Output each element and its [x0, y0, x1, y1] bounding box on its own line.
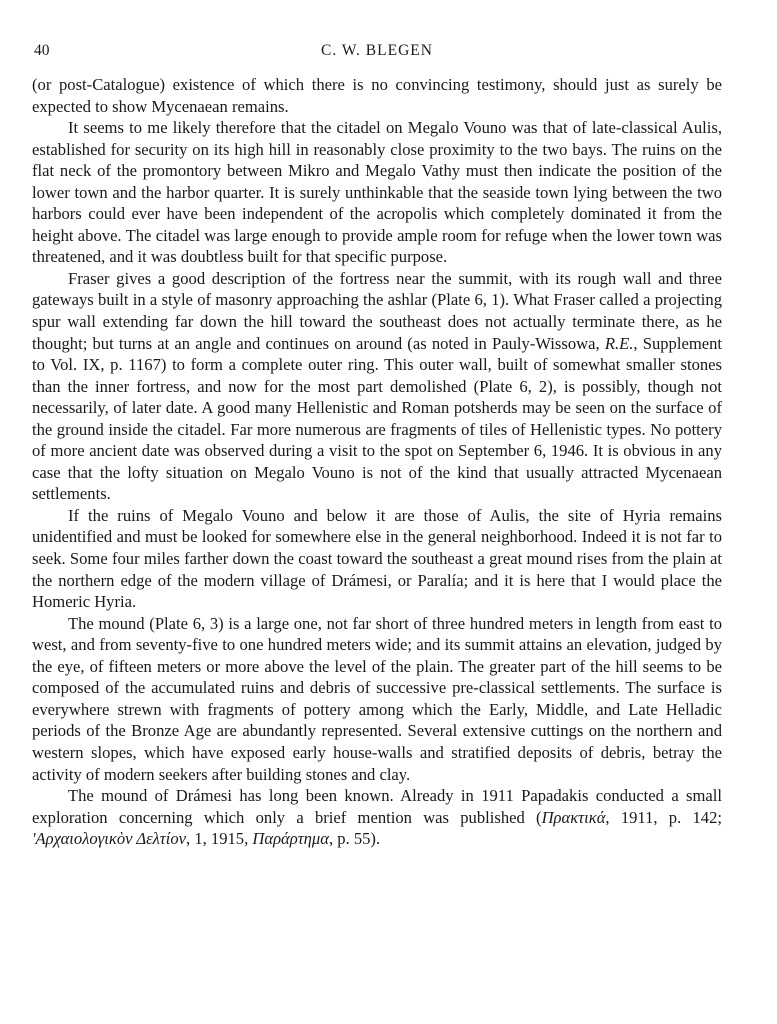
paragraph — [32, 613, 722, 785]
text-run: If the ruins of Megalo Vouno and below it are those of Aulis, the site of Hyria remains unidentified and must be looked for somewhere else in the general neighborhood. Indeed it is not far to seek. Some four miles farther down the coast toward the southeast a great mound rises from the plain at the northern edge of the modern village of Drámesi, or Paralía; and it is here that I would place the Homeric Hyria. — [32, 505, 722, 612]
page-number: 40 — [34, 42, 50, 59]
italic-reference: 'Αρχαιολογικὸν Δελτίον — [32, 829, 187, 849]
text-run: , 1, 1915, — [186, 829, 253, 849]
page-header — [32, 34, 722, 64]
running-head: C. W. BLEGEN — [321, 42, 433, 59]
text-run: The mound (Plate 6, 3) is a large one, not far short of three hundred meters in length from east to west, and from seventy-five to one hundred meters wide; and its summit attains an elevation, judged by the eye, of fifteen meters or more above the level of the plain. The greater part of the hill seems to be composed of the accumulated ruins and debris of successive pre-classical settlements. The surface is everywhere strewn with fragments of pottery among which the Early, Middle, and Late Helladic periods of the Bronze Age are abundantly represented. Several extensive cuttings on the northern and western slopes, which have exposed early house-walls and stratified deposits of debris, betray the activity of modern seekers after building stones and clay. — [32, 613, 722, 784]
italic-reference: R.E. — [604, 333, 634, 353]
text-run: It seems to me likely therefore that the citadel on Megalo Vouno was that of late-classical Aulis, established for security on its high hill in reasonably close proximity to the two bays. The ruins on the flat neck of the promontory between Mikro and Megalo Vathy must then indicate the position of the lower town and the harbor quarter. It is surely unthinkable that the seaside town lying between the two harbors could ever have been independent of the acropolis which completely dominated it from the height above. The citadel was large enough to provide ample room for refuge when the lower town was threatened, and it was doubtless built for that specific purpose. — [32, 118, 722, 267]
body-text — [32, 74, 722, 850]
paragraph — [32, 74, 722, 117]
text-run: (or post-Catalogue) existence of which there is no convincing testimony, should just as surely be expected to show Mycenaean remains. — [32, 75, 722, 116]
paragraph — [32, 505, 722, 613]
italic-reference: Παράρτημα — [252, 829, 329, 849]
text-run: The mound of Drámesi has long been known. Already in 1911 Papadakis conducted a small exploration concerning which only a brief mention was published ( — [32, 786, 722, 827]
italic-reference: Πρακτικά — [541, 807, 606, 827]
paragraph — [32, 268, 722, 505]
text-run: , Supplement to Vol. IX, p. 1167) to form a complete outer ring. This outer wall, built of somewhat smaller stones than the inner fortress, and now for the most part demolished (Plate 6, 2), is possibly, though not necessarily, of later date. A good many Hellenistic and Roman potsherds may be seen on the surface of the ground inside the citadel. Far more numerous are fragments of tiles of Hellenistic types. No pottery of more ancient date was observed during a visit to the spot on September 6, 1946. It is obvious in any case that the lofty situation on Megalo Vouno is not of the kind that usually attracted Mycenaean settlements. — [32, 333, 722, 504]
text-run: , 1911, p. 142; — [605, 807, 722, 827]
text-run: Fraser gives a good description of the fortress near the summit, with its rough wall and three gateways built in a style of masonry approaching the ashlar (Plate 6, 1). What Fraser called a projecting spur wall extending far down the hill toward the southeast does not actually terminate there, as he thought; but turns at an angle and continues on around (as noted in Pauly-Wissowa, — [32, 268, 722, 353]
paragraph — [32, 117, 722, 268]
paragraph — [32, 785, 722, 850]
text-run: , p. 55). — [328, 829, 381, 849]
document-page — [32, 34, 722, 850]
